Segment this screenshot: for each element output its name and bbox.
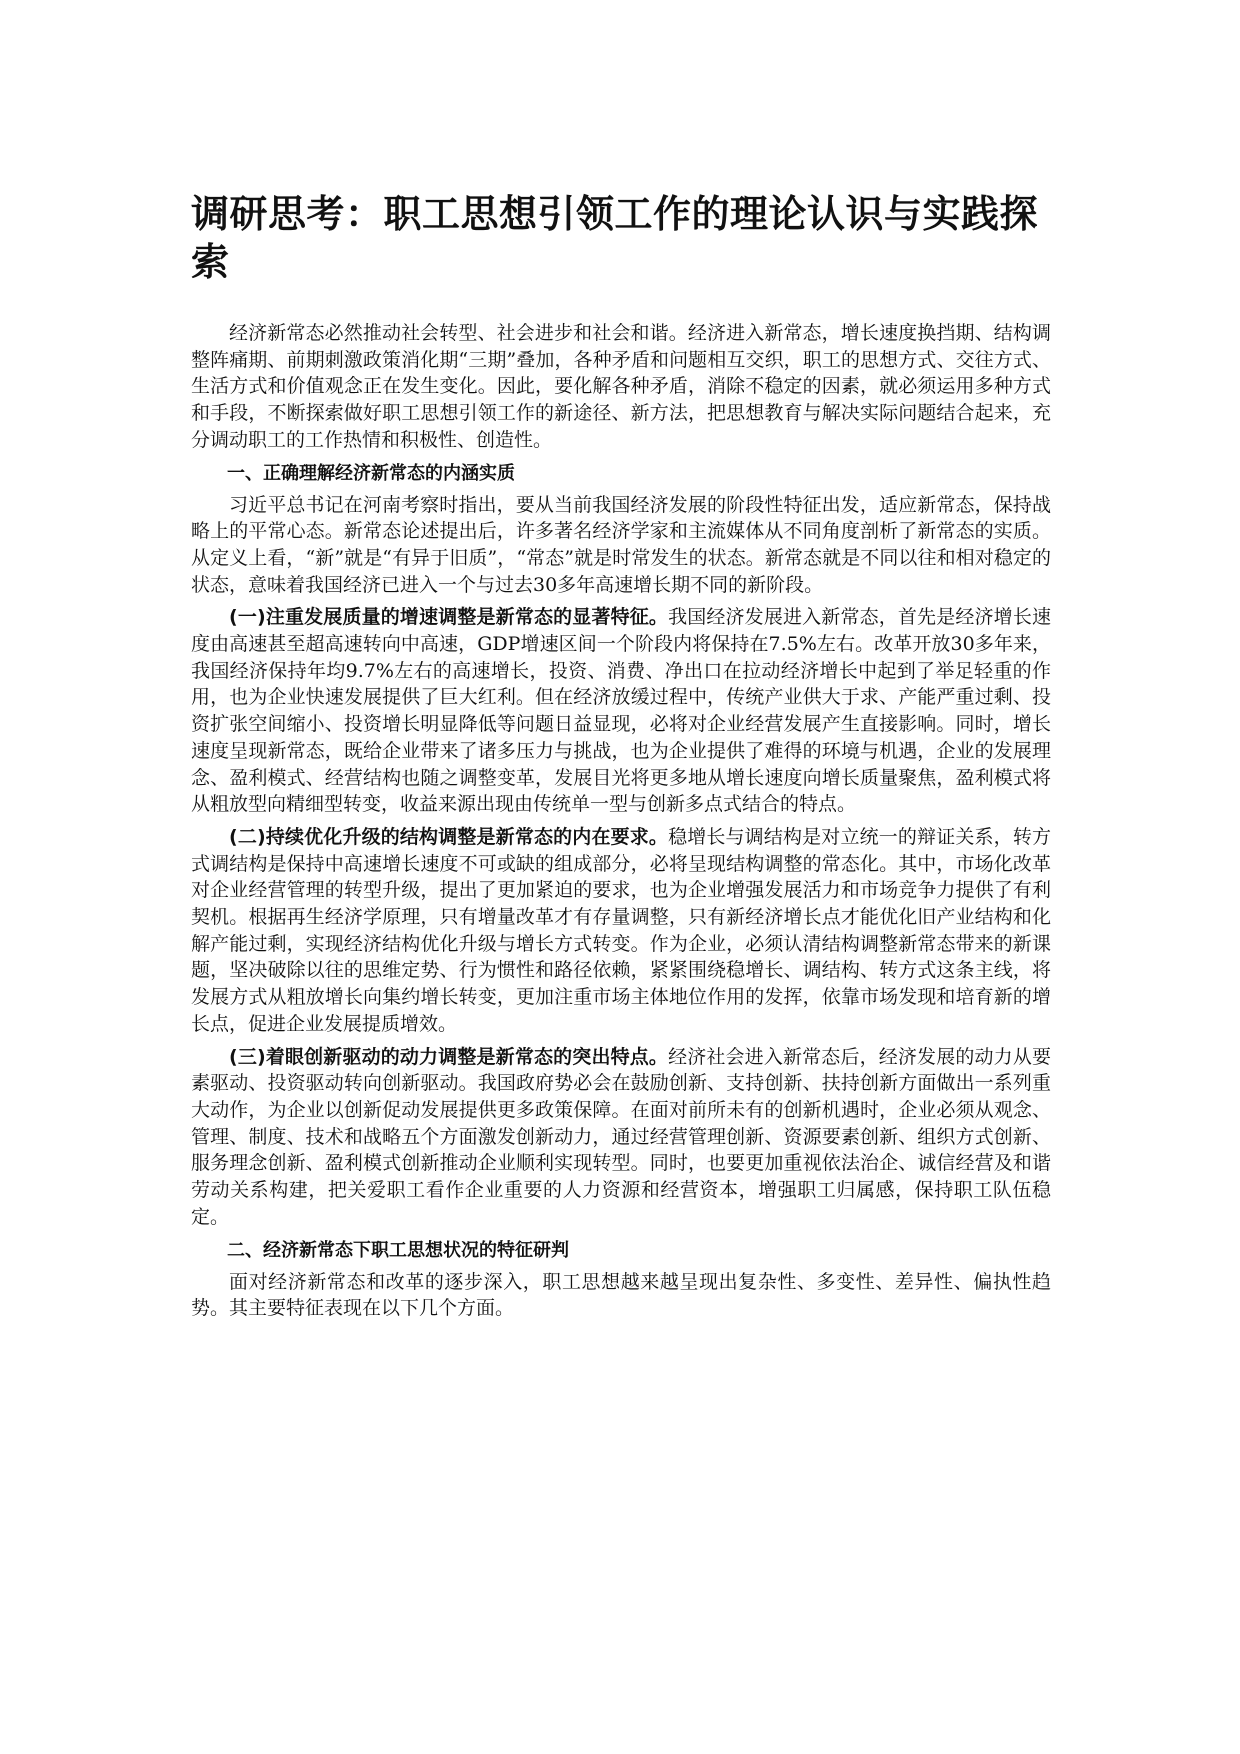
subsection-3-body: 经济社会进入新常态后，经济发展的动力从要素驱动、投资驱动转向创新驱动。我国政府势必会在鼓励创新、支持创新、扶持创新方面做出一系列重大动作，为企业以创新促动发展提供更多政策保障。在面对前所未有的创新机遇时，企业必须从观念、管理、制度、技术和战略五个方面激发创新动力，通过经营管理创新、资源要素创新、组织方式创新、服务理念创新、盈利模式创新推动企业顺利实现转型。同时，也要更加重视依法治企、诚信经营及和谐劳动关系构建，把关爱职工看作企业重要的人力资源和经营资本，增强职工归属感，保持职工队伍稳定。: [191, 1045, 1051, 1228]
subsection-2-body: 稳增长与调结构是对立统一的辩证关系，转方式调结构是保持中高速增长速度不可或缺的组成部分，必将呈现结构调整的常态化。其中，市场化改革对企业经营管理的转型升级，提出了更加紧迫的要求，也为企业增强发展活力和市场竞争力提供了有利契机。根据再生经济学原理，只有增量改革才有存量调整，只有新经济增长点才能优化旧产业结构和化解产能过剩，实现经济结构优化升级与增长方式转变。作为企业，必须认清结构调整新常态带来的新课题，坚决破除以往的思维定势、行为惯性和路径依赖，紧紧围绕稳增长、调结构、转方式这条主线，将发展方式从粗放增长向集约增长转变，更加注重市场主体地位作用的发挥，依靠市场发现和培育新的增长点，促进企业发展提质增效。: [191, 825, 1051, 1035]
subsection-3-lead: (三)着眼创新驱动的动力调整是新常态的突出特点。: [229, 1045, 669, 1068]
subsection-1-lead: (一)注重发展质量的增速调整是新常态的显著特征。: [229, 606, 669, 629]
document-title: 调研思考：职工思想引领工作的理论认识与实践探索: [191, 192, 1039, 284]
subsection-1-paragraph: [191, 604, 1051, 818]
section-2-paragraph: 面对经济新常态和改革的逐步深入，职工思想越来越呈现出复杂性、多变性、差异性、偏执性趋势。其主要特征表现在以下几个方面。: [191, 1270, 1051, 1320]
subsection-2-paragraph: [191, 824, 1051, 1038]
subsection-2-lead: (二)持续优化升级的结构调整是新常态的内在要求。: [229, 825, 669, 848]
subsection-1-body: 我国经济发展进入新常态，首先是经济增长速度由高速甚至超高速转向中高速，GDP增速区间一个阶段内将保持在7.5%左右。改革开放30多年来，我国经济保持年均9.7%左右的高速增长，投资、消费、净出口在拉动经济增长中起到了举足轻重的作用，也为企业快速发展提供了巨大红利。但在经济放缓过程中，传统产业供大于求、产能严重过剩、投资扩张空间缩小、投资增长明显降低等问题日益显现，必将对企业经营发展产生直接影响。同时，增长速度呈现新常态，既给企业带来了诸多压力与挑战，也为企业提供了难得的环境与机遇，企业的发展理念、盈利模式、经营结构也随之调整变革，发展目光将更多地从增长速度向增长质量聚焦，盈利模式将从粗放型向精细型转变，收益来源出现由传统单一型与创新多点式结合的特点。: [191, 606, 1051, 816]
section-1-heading: 一、正确理解经济新常态的内涵实质: [227, 462, 515, 484]
section-2-heading: 二、经济新常态下职工思想状况的特征研判: [227, 1239, 569, 1261]
intro-paragraph: 经济新常态必然推动社会转型、社会进步和社会和谐。经济进入新常态，增长速度换挡期、结构调整阵痛期、前期刺激政策消化期“三期”叠加，各种矛盾和问题相互交织，职工的思想方式、交往方式、生活方式和价值观念正在发生变化。因此，要化解各种矛盾，消除不稳定的因素，就必须运用多种方式和手段，不断探索做好职工思想引领工作的新途径、新方法，把思想教育与解决实际问题结合起来，充分调动职工的工作热情和积极性、创造性。: [191, 322, 1051, 451]
section-1-paragraph: 习近平总书记在河南考察时指出，要从当前我国经济发展的阶段性特征出发，适应新常态，保持战略上的平常心态。新常态论述提出后，许多著名经济学家和主流媒体从不同角度剖析了新常态的实质。从定义上看，“新”就是“有异于旧质”，“常态”就是时常发生的状态。新常态就是不同以往和相对稳定的状态，意味着我国经济已进入一个与过去30多年高速增长期不同的新阶段。: [191, 493, 1051, 596]
document-page: [191, 190, 1051, 1322]
subsection-3-paragraph: [191, 1044, 1051, 1231]
